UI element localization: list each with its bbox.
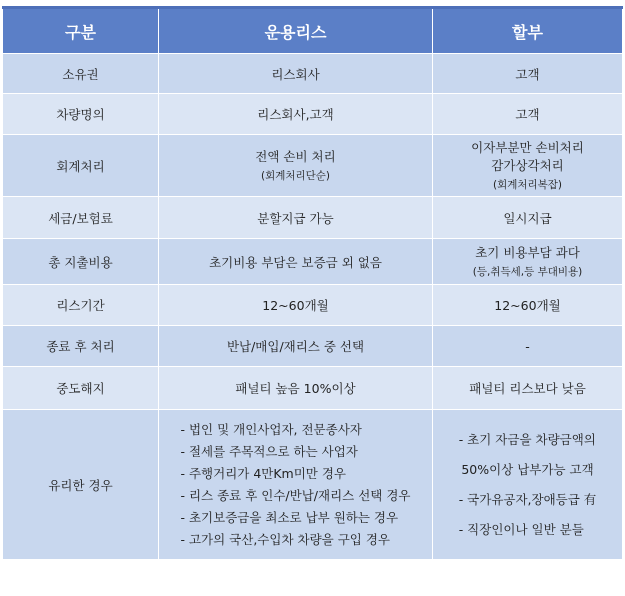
lease-advantage-list	[181, 419, 411, 551]
list-item: 50%이상 납부가능 고객	[461, 461, 594, 477]
installment-cell: -	[433, 326, 623, 367]
lease-cell	[159, 410, 433, 560]
installment-main: 초기 비용부담 과다	[475, 245, 580, 260]
list-item: - 리스 종료 후 인수/반납/재리스 선택 경우	[180, 487, 411, 503]
list-item: - 초기보증금을 최소로 납부 원하는 경우	[180, 509, 399, 525]
installment-sub: (등,취득세,등 부대비용)	[472, 266, 583, 278]
list-item: - 법인 및 개인사업자, 전문종사자	[180, 421, 362, 437]
table-row	[3, 197, 623, 239]
comparison-table-container	[2, 6, 622, 560]
installment-cell	[433, 135, 623, 197]
table-row	[3, 367, 623, 410]
table-row	[3, 239, 623, 285]
header-installment: 할부	[433, 8, 623, 54]
installment-cell	[433, 239, 623, 285]
row-label: 세금/보험료	[3, 197, 159, 239]
table-row	[3, 135, 623, 197]
row-label: 차량명의	[3, 94, 159, 135]
row-label: 총 지출비용	[3, 239, 159, 285]
list-item: - 직장인이나 일반 분들	[458, 521, 584, 537]
header-lease: 운용리스	[159, 8, 433, 54]
lease-cell: 분할지급 가능	[159, 197, 433, 239]
table-row	[3, 94, 623, 135]
lease-sub: (회계처리단순)	[260, 170, 331, 182]
table-row	[3, 410, 623, 560]
lease-main: 전액 손비 처리	[255, 149, 336, 164]
lease-cell: 리스회사	[159, 54, 433, 94]
installment-cell: 고객	[433, 94, 623, 135]
row-label: 리스기간	[3, 285, 159, 326]
table-row	[3, 285, 623, 326]
list-item: - 절세를 주목적으로 하는 사업자	[180, 443, 358, 459]
installment-cell: 패널티 리스보다 낮음	[433, 367, 623, 410]
lease-cell: 초기비용 부담은 보증금 외 없음	[159, 239, 433, 285]
installment-cell: 12~60개월	[433, 285, 623, 326]
row-label: 유리한 경우	[3, 410, 159, 560]
installment-advantage-list	[459, 425, 597, 545]
lease-cell: 리스회사,고객	[159, 94, 433, 135]
installment-sub: (회계처리복잡)	[492, 179, 563, 191]
row-label: 중도해지	[3, 367, 159, 410]
installment-cell: 일시지급	[433, 197, 623, 239]
table-row	[3, 54, 623, 94]
header-row	[3, 8, 623, 54]
lease-cell: 반납/매입/재리스 중 선택	[159, 326, 433, 367]
list-item: - 초기 자금을 차량금액의	[458, 431, 596, 447]
table-row	[3, 326, 623, 367]
installment-line: 감가상각처리	[491, 158, 564, 173]
row-label: 종료 후 처리	[3, 326, 159, 367]
installment-line: 이자부분만 손비처리	[471, 140, 584, 155]
installment-cell	[433, 410, 623, 560]
list-item: - 국가유공자,장애등급 有	[458, 491, 597, 507]
row-label: 회계처리	[3, 135, 159, 197]
lease-cell: 12~60개월	[159, 285, 433, 326]
row-label: 소유권	[3, 54, 159, 94]
list-item: - 주행거리가 4만Km미만 경우	[180, 465, 347, 481]
installment-cell: 고객	[433, 54, 623, 94]
list-item: - 고가의 국산,수입차 차량을 구입 경우	[180, 531, 390, 547]
header-category: 구분	[3, 8, 159, 54]
comparison-table	[2, 6, 623, 560]
lease-cell	[159, 135, 433, 197]
lease-cell: 패널티 높음 10%이상	[159, 367, 433, 410]
